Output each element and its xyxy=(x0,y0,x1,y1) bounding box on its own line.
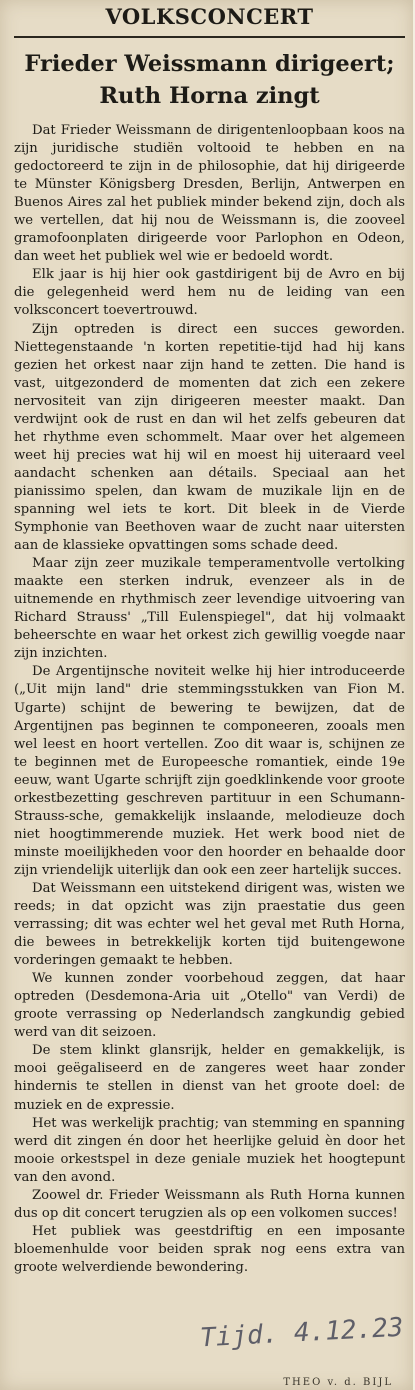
paragraph: Dat Frieder Weissmann de dirigentenloopbaan koos na zijn juridische studiën voltooid te hebben en na gedoctoreerd te zijn in de philosophie, dat hij dirigeerde te Münster Königsberg Dresden, Berlijn, Antwerpen en Buenos Aires zal het publiek minder bekend zijn, doch als we vertellen, dat hij nou de Weissmann is, die zooveel gramofoonplaten dirigeerde voor Parlophon en Odeon, dan weet het publiek wel wie er bedoeld wordt. xyxy=(14,123,405,265)
title-rule xyxy=(14,36,405,38)
article-body xyxy=(14,122,405,1277)
paragraph: Dat Weissmann een uitstekend dirigent was, wisten we reeds; in dat opzicht was zijn praestatie dus geen verrassing; dit was echter wel het geval met Ruth Horna, die bewees in betrekkelijk korten tijd buitengewone vorderingen gemaakt te hebben. xyxy=(14,880,405,969)
headline xyxy=(14,48,405,112)
paragraph: We kunnen zonder voorbehoud zeggen, dat haar optreden (Desdemona-Aria uit „Otello" van Verdi) de groote verrassing op Nederlandsch zangkundig gebied werd van dit seizoen. xyxy=(14,971,405,1041)
paragraph: De Argentijnsche noviteit welke hij hier introduceerde („Uit mijn land" drie stemmingsstukken van Fion M. Ugarte) schijnt de bewering te bewijzen, dat de Argentijnen pas beginnen te componeeren, zooals men wel leest en hoort vertellen. Zoo dit waar is, schijnen ze te beginnen met de Europeesche romantiek, einde 19e eeuw, want Ugarte schrijft zijn goedklinkende voor groote orkestbezetting geschreven partituur in een Schumann-Strauss-sche, gemakkelijk inslaande, melodieuze doch niet hoogtimmerende muziek. Het werk bood niet de minste moeilijkheden voor den hoorder en behaalde door zijn vriendelijk uiterlijk dan ook een zeer hartelijk succes. xyxy=(14,664,405,878)
paragraph: Het publiek was geestdriftig en een imposante bloemenhulde voor beiden sprak nog eens extra van groote welverdiende bewondering. xyxy=(14,1223,405,1275)
paragraph: Maar zijn zeer muzikale temperamentvolle vertolking maakte een sterken indruk, evenzeer als in de uitnemende en rhythmisch zeer levendige uitvoering van Richard Strauss' „Till Eulenspiegel", dat hij volmaakt beheerschte en waar het orkest zich gewillig voegde naar zijn inzichten. xyxy=(14,556,405,662)
section-title: VOLKSCONCERT xyxy=(105,4,314,29)
paragraph: Het was werkelijk prachtig; van stemming en spanning werd dit zingen én door het heerlijke geluid èn door het mooie orkestspel in deze geniale muziek het hoogtepunt van den avond. xyxy=(14,1115,405,1185)
handwritten-date-note: Tijd. 4.12.23 xyxy=(199,1312,405,1354)
paragraph: Zoowel dr. Frieder Weissmann als Ruth Horna kunnen dus op dit concert terugzien als op een volkomen succes! xyxy=(14,1187,405,1221)
paragraph: Elk jaar is hij hier ook gastdirigent bij de Avro en bij die gelegenheid werd hem nu de leiding van een volksconcert toevertrouwd. xyxy=(14,267,405,319)
paragraph: Zijn optreden is direct een succes geworden. Niettegenstaande 'n korten repetitie-tijd had hij kans gezien het orkest naar zijn hand te zetten. Die hand is vast, uitgezonderd de momenten dat zich een zekere nervositeit van zijn dirigeeren meester maakt. Dan verdwijnt ook de rust en dan wil het zelfs gebeuren dat het rhythme even schommelt. Maar over het algemeen weet hij precies wat hij wil en moest hij uiteraard veel aandacht schenken aan détails. Speciaal aan het pianissimo spelen, dan kwam de muzikale lijn en de spanning wel iets te kort. Dit bleek in de Vierde Symphonie van Beethoven waar de zucht naar uitersten aan de klassieke opvattingen soms schade deed. xyxy=(14,321,405,554)
paragraph: De stem klinkt glansrijk, helder en gemakkelijk, is mooi geëgaliseerd en de zangeres weet haar zonder hindernis te stellen in dienst van het groote doel: de muziek en de expressie. xyxy=(14,1043,405,1113)
author-signature: THEO v. d. BIJL xyxy=(283,1377,393,1388)
headline-line-1: Frieder Weissmann dirigeert; xyxy=(24,51,395,77)
headline-line-2: Ruth Horna zingt xyxy=(99,83,320,109)
